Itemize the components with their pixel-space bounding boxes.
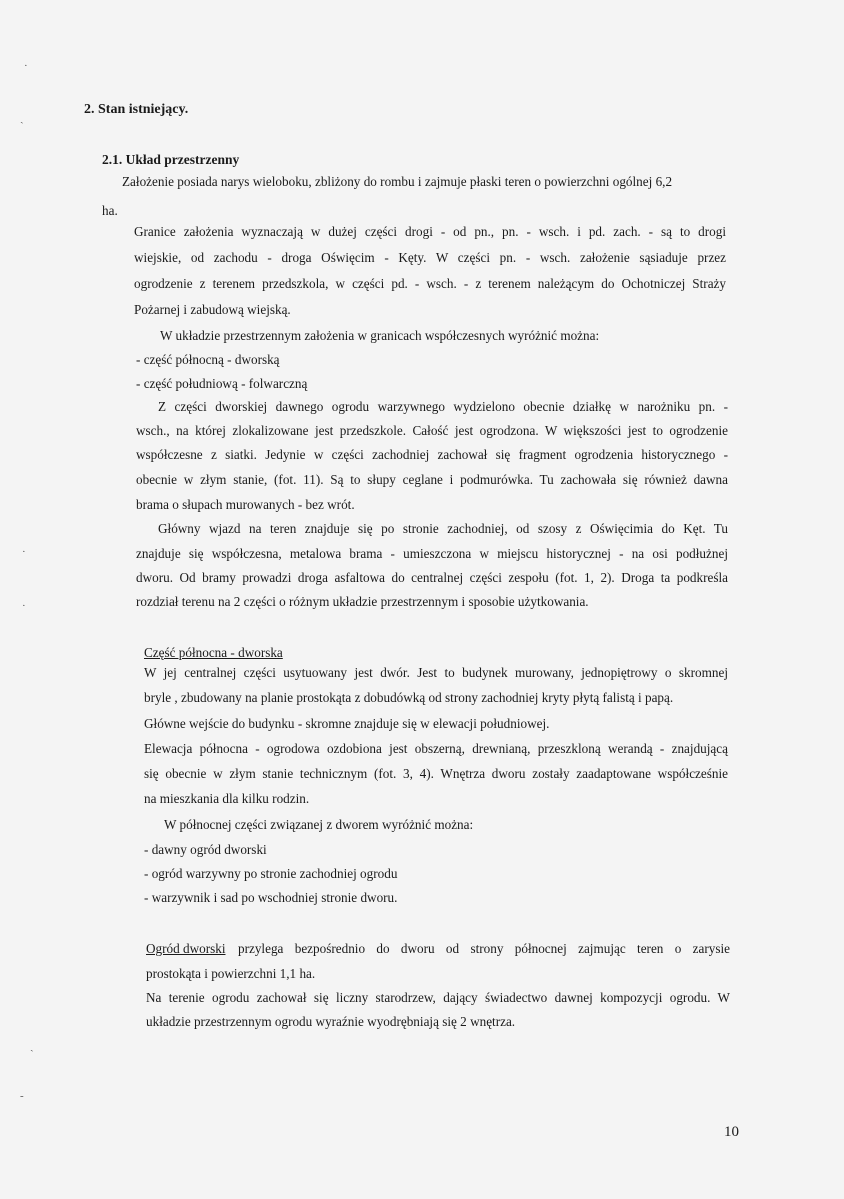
text-line: W układzie przestrzennym założenia w granicach współczesnych wyróżnić można: [160, 328, 600, 343]
text-line: znajduje się współczesna, metalowa brama - umieszczona w miejscu historycznej - na osi podłużnej [136, 546, 728, 561]
text-line: układzie przestrzennym ogrodu wyraźnie wyodrębniają się 2 wnętrza. [146, 1014, 516, 1029]
scan-mark: ˎ [20, 112, 24, 124]
text-line: Główne wejście do budynku - skromne znajduje się w elewacji południowej. [144, 716, 550, 731]
scan-mark: · [22, 600, 26, 612]
text-line: obecnie w złym stanie, (fot. 11). Są to słupy ceglane i podmurówka. Tu zachowała się również dawna [136, 472, 728, 487]
section-heading: Ogród dworski [146, 941, 226, 956]
text-line: Granice założenia wyznaczają w dużej części drogi - od pn., pn. - wsch. i pd. zach. - są to drogi [134, 224, 726, 239]
text-line: Główny wjazd na teren znajduje się po stronie zachodniej, od szosy z Oświęcimia do Kęt. Tu [158, 521, 728, 536]
text-line: wsch., na której zlokalizowane jest przedszkole. Całość jest ogrodzona. W większości jest to ogrodzenie [136, 423, 728, 438]
text-line: bryle , zbudowany na planie prostokąta z dobudówką od strony zachodniej kryty płytą falistą i papą. [144, 690, 674, 705]
text-line: ogrodzenie z terenem przedszkola, w części pd. - wsch. - z terenem należącym do Ochotniczej Straży [134, 276, 726, 291]
section-heading: Część północna - dworska [144, 645, 283, 660]
list-item: - warzywnik i sad po wschodniej stronie dworu. [144, 890, 398, 905]
subsection-title: 2.1. Układ przestrzenny [102, 152, 240, 167]
text-line: Założenie posiada narys wieloboku, zbliżony do rombu i zajmuje płaski teren o powierzchni ogólnej 6,2 [122, 174, 673, 189]
list-item: - dawny ogród dworski [144, 842, 267, 857]
text-line: wiejskie, od zachodu - droga Oświęcim - Kęty. W części pn. - wsch. założenie sąsiaduje przez [134, 250, 726, 265]
text-line: się obecnie w złym stanie technicznym (fot. 3, 4). Wnętrza dworu zostały zaadaptowane współcześnie [144, 766, 728, 781]
text-line: Pożarnej i zabudową wiejską. [134, 302, 291, 317]
text-line: brama o słupach murowanych - bez wrót. [136, 497, 355, 512]
text-line: W północnej części związanej z dworem wyróżnić można: [164, 817, 474, 832]
list-item: - część północną - dworską [136, 352, 280, 367]
scan-mark: - [20, 1090, 24, 1102]
text-line: przylega bezpośrednio do dworu od strony północnej zajmując teren o zarysie [238, 941, 730, 956]
text-line: W jej centralnej części usytuowany jest dwór. Jest to budynek murowany, jednopiętrowy o skromnej [144, 665, 728, 680]
list-item: - część południową - folwarczną [136, 376, 308, 391]
scan-mark: · [24, 60, 28, 72]
text-line: Elewacja północna - ogrodowa ozdobiona jest obszerną, drewnianą, przeszkloną werandą - znajdującą [144, 741, 728, 756]
text-line: dworu. Od bramy prowadzi droga asfaltowa do centralnej części zespołu (fot. 1, 2). Droga ta podkreśla [136, 570, 728, 585]
text-line: ha. [102, 203, 118, 218]
text-line: prostokąta i powierzchni 1,1 ha. [146, 966, 316, 981]
scan-mark: · [22, 546, 26, 558]
scan-mark: ˏ [30, 1040, 34, 1052]
text-line: Na terenie ogrodu zachował się liczny starodrzew, dający świadectwo dawnej kompozycji ogrodu. W [146, 990, 730, 1005]
text-line: rozdział terenu na 2 części o różnym układzie przestrzennym i sposobie użytkowania. [136, 594, 589, 609]
list-item: - ogród warzywny po stronie zachodniej ogrodu [144, 866, 398, 881]
text-line: Z części dworskiej dawnego ogrodu warzywnego wydzielono obecnie działkę w narożniku pn. - [158, 399, 728, 414]
text-line: na mieszkania dla kilku rodzin. [144, 791, 310, 806]
page-number: 10 [724, 1124, 739, 1140]
section-title: 2. Stan istniejący. [84, 102, 189, 117]
text-line: współczesne z siatki. Jedynie w części zachodniej zachował się fragment ogrodzenia historycznego - [136, 447, 728, 462]
